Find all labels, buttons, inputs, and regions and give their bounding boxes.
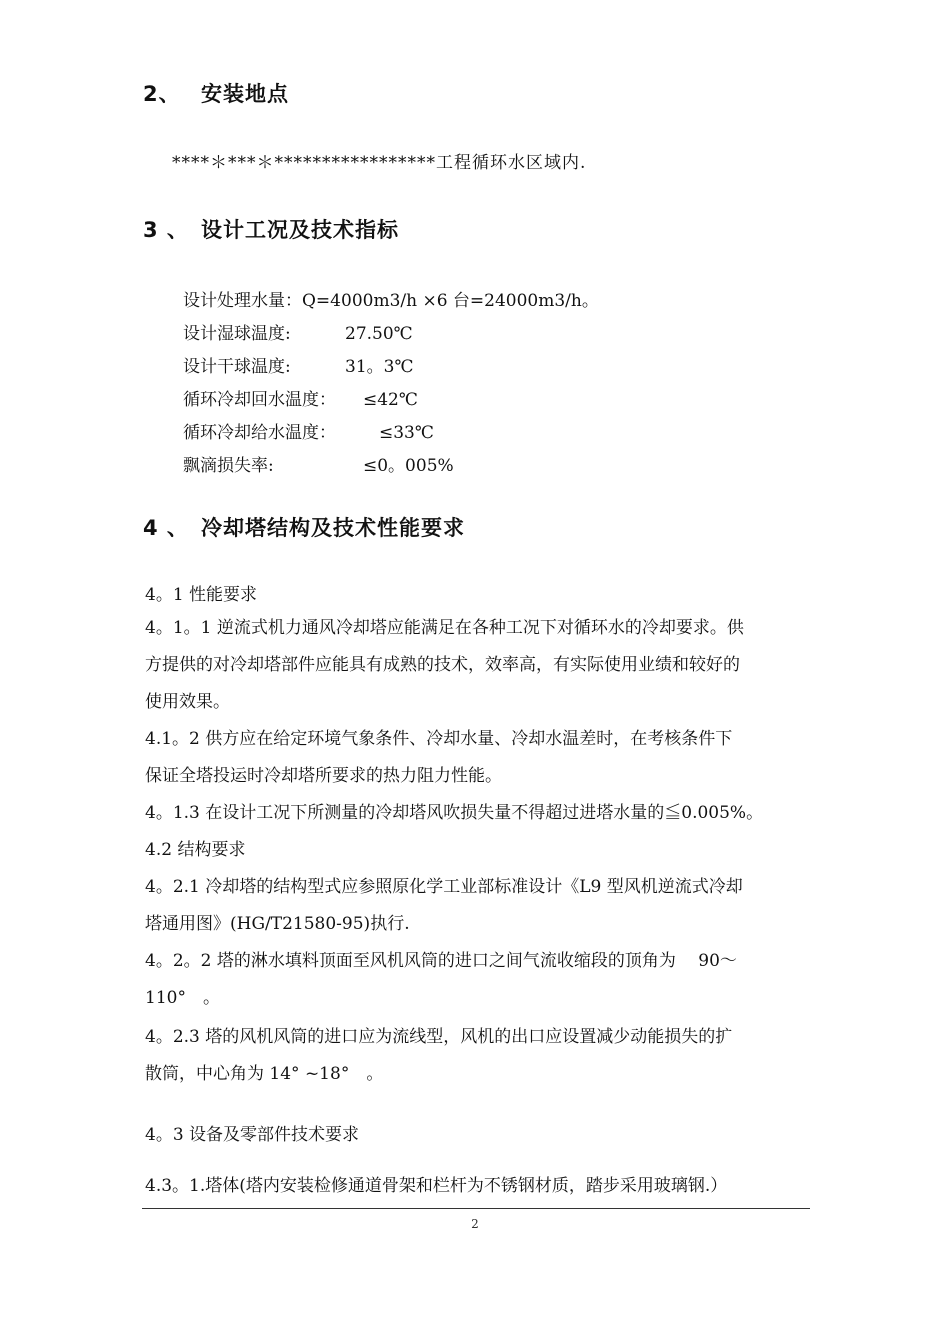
spec-row <box>183 418 434 443</box>
spec-row <box>183 286 599 311</box>
paragraph-line: 110° 。 <box>145 988 220 1008</box>
spec-value: ≤0。005% <box>363 456 454 476</box>
spec-label: 设计干球温度: <box>183 357 291 377</box>
spec-label: 设计处理水量：Q=4000m3/h ×6 台=24000m3/h。 <box>183 291 599 311</box>
spec-label: 飘滴损失率: <box>183 456 274 476</box>
paragraph-line: 使用效果。 <box>145 692 230 712</box>
spec-value: 31。3℃ <box>345 357 414 377</box>
section-title: 冷却塔结构及技术性能要求 <box>201 516 465 540</box>
footer-divider <box>142 1208 810 1209</box>
install-location-text: ****＊***＊*****************工程循环水区域内. <box>172 153 587 173</box>
paragraph-line: 4。1.3 在设计工况下所测量的冷却塔风吹损失量不得超过进塔水量的≦0.005%。 <box>145 803 764 823</box>
paragraph-line: 4。2。2 塔的淋水填料顶面至风机风筒的进口之间气流收缩段的顶角为 90～ <box>145 951 737 971</box>
section-4-heading <box>143 512 465 542</box>
paragraph-line: 4.1。2 供方应在给定环境气象条件、冷却水量、冷却水温差时，在考核条件下 <box>145 729 733 749</box>
section-title: 安装地点 <box>201 82 289 106</box>
spec-row <box>183 319 413 344</box>
paragraph-4-2-1 <box>145 869 810 943</box>
section-3-heading <box>143 214 399 244</box>
section-number: 3 、 <box>143 218 189 242</box>
paragraph-line: 散筒，中心角为 14° ~18° 。 <box>145 1064 384 1084</box>
paragraph-4-2-2 <box>145 943 810 1017</box>
spec-row <box>183 352 413 377</box>
spec-row <box>183 385 418 410</box>
section-number: 4 、 <box>143 516 189 540</box>
spec-value: 27.50℃ <box>345 324 413 344</box>
paragraph-line: 4。1。1 逆流式机力通风冷却塔应能满足在各种工况下对循环水的冷却要求。供 <box>145 618 744 638</box>
paragraph-line: 保证全塔投运时冷却塔所要求的热力阻力性能。 <box>145 766 502 786</box>
spec-label: 循环冷却给水温度： <box>183 423 336 443</box>
paragraph-line: 4。2.1 冷却塔的结构型式应参照原化学工业部标准设计《L9 型风机逆流式冷却 <box>145 877 743 897</box>
section-title: 设计工况及技术指标 <box>201 218 399 242</box>
subsection-heading <box>145 1117 810 1154</box>
spec-row <box>183 451 454 476</box>
paragraph-4-1-1 <box>145 610 810 721</box>
paragraph-4-2-3 <box>145 1019 810 1093</box>
paragraph-4-3-1 <box>145 1168 810 1205</box>
paragraph-line: 4.2 结构要求 <box>145 840 246 860</box>
spec-label: 设计湿球温度: <box>183 324 291 344</box>
paragraph-line: 4。2.3 塔的风机风筒的进口应为流线型，风机的出口应设置减少动能损失的扩 <box>145 1027 733 1047</box>
spec-label: 循环冷却回水温度： <box>183 390 336 410</box>
paragraph-line: 4。3 设备及零部件技术要求 <box>145 1125 360 1145</box>
subsection-heading <box>145 832 810 869</box>
page-number: 2 <box>471 1217 479 1231</box>
subsection-heading: 4。1 性能要求 <box>145 585 258 605</box>
paragraph-4-1-3 <box>145 795 810 832</box>
spec-value: ≤42℃ <box>363 390 418 410</box>
spec-value: ≤33℃ <box>379 423 434 443</box>
paragraph-line: 4.3。1.塔体(塔内安装检修通道骨架和栏杆为不锈钢材质，踏步采用玻璃钢.） <box>145 1176 728 1196</box>
section-number: 2、 <box>143 82 181 106</box>
paragraph-line: 方提供的对冷却塔部件应能具有成熟的技术，效率高，有实际使用业绩和较好的 <box>145 655 740 675</box>
section-2-heading <box>143 78 289 108</box>
paragraph-4-1-2 <box>145 721 810 795</box>
paragraph-line: 塔通用图》(HG/T21580-95)执行. <box>145 914 410 934</box>
